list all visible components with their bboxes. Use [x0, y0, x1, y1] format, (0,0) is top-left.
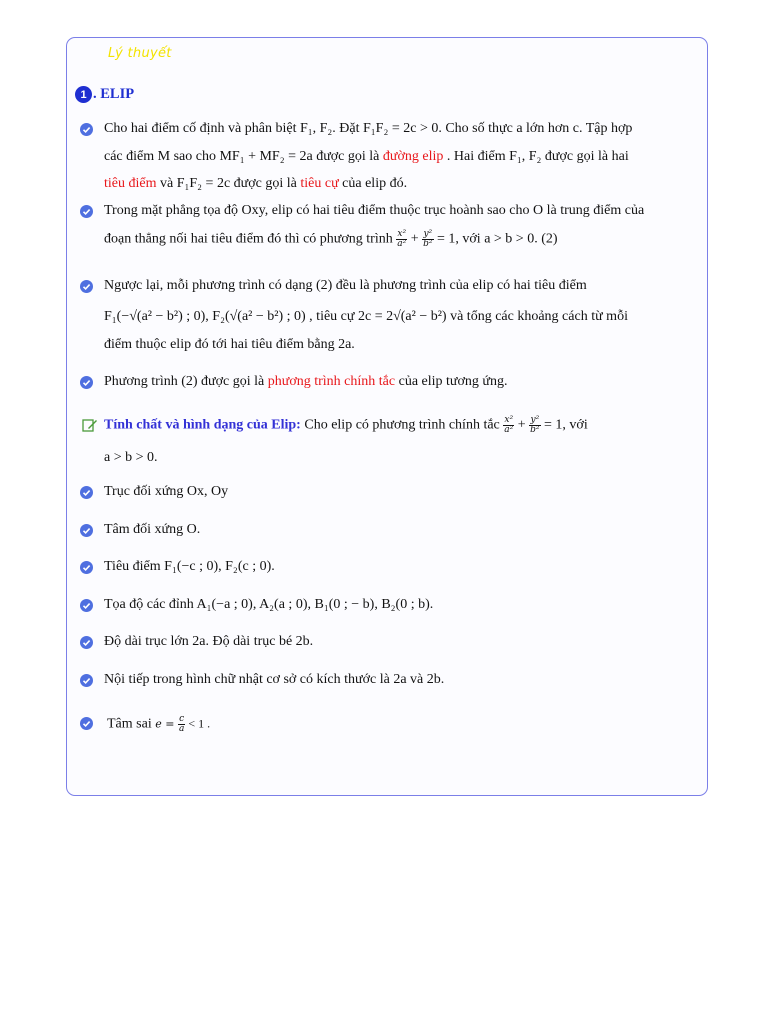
props-line2: a > b > 0. [104, 450, 158, 465]
p3-line1: Ngược lại, mỗi phương trình có dạng (2) đều là phương trình của elip có hai tiêu điểm [104, 278, 587, 293]
check-circle-icon [80, 636, 93, 649]
p3-line2: F₁(−√(a² − b²) ; 0), F₂(√(a² − b²) ; 0) , tiêu cự 2c = 2√(a² − b²) và tổng các khoảng cách từ mỗi [104, 309, 628, 324]
term-phuong-trinh-chinh-tac: phương trình chính tắc [267, 374, 396, 389]
check-circle-icon [80, 486, 93, 499]
term-duong-elip: đường elip [382, 149, 444, 164]
check-circle-icon [80, 717, 93, 730]
fraction-c-a: $\frac{c}{a}$ [178, 714, 185, 734]
fraction-y2-b2: $\frac{\text{y²}}{\text{b²}}$ [530, 415, 540, 435]
p1-line3: tiêu điểm và F₁F₂ = 2c được gọi là tiêu cự của elip đó. [104, 176, 408, 191]
fraction-x2-a2: $\frac{\text{x²}}{\text{a²}}$ [504, 415, 514, 435]
list-item: Độ dài trục lớn 2a. Độ dài trục bé 2b. [104, 634, 314, 649]
eccentricity-line: Tâm sai e = $\frac{c}{a}$ < 1 . [107, 714, 211, 734]
p1-line1: Cho hai điểm cố định và phân biệt F₁, F₂. Đặt F₁F₂ = 2c > 0. Cho số thực a lớn hơn c. Tập hợp [104, 121, 633, 136]
check-circle-icon [80, 674, 93, 687]
check-circle-icon [80, 205, 93, 218]
list-item: Nội tiếp trong hình chữ nhật cơ sở có kích thước là 2a và 2b. [104, 672, 445, 687]
check-circle-icon [80, 524, 93, 537]
term-tieu-cu: tiêu cự [300, 176, 339, 191]
props-title: Tính chất và hình dạng của Elip: [104, 417, 301, 433]
check-circle-icon [80, 561, 93, 574]
theory-tag: Lý thuyết [108, 46, 172, 61]
p3-line3: điểm thuộc elip đó tới hai tiêu điểm bằng 2a. [104, 337, 355, 352]
pencil-edit-icon [82, 418, 98, 433]
p1-line2: các điểm M sao cho MF₁ + MF₂ = 2a được gọi là đường elip . Hai điểm F₁, F₂ được gọi là hai [104, 149, 629, 164]
fraction-y2-b2: $\frac{\text{y²}}{\text{b²}}$ [423, 229, 433, 249]
p4-line: Phương trình (2) được gọi là phương trình chính tắc của elip tương ứng. [104, 374, 508, 389]
term-tieu-diem: tiêu điểm [104, 176, 157, 191]
check-circle-icon [80, 280, 93, 293]
fraction-x2-a2: $\frac{\text{x²}}{\text{a²}}$ [397, 229, 407, 249]
list-item: Tọa độ các đỉnh A₁(−a ; 0), A₂(a ; 0), B₁(0 ; − b), B₂(0 ; b). [104, 597, 434, 612]
p2-line1: Trong mặt phẳng tọa độ Oxy, elip có hai tiêu điểm thuộc trục hoành sao cho O là trung điểm của [104, 203, 645, 218]
props-line1: Tính chất và hình dạng của Elip: Cho elip có phương trình chính tắc $\frac{\text{x²}}{\text{a²}}$ + $\frac{\text{y²}}{\text{b²}}$ = 1, với [104, 415, 588, 435]
list-item: Tâm đối xứng O. [104, 522, 201, 537]
list-item: Tiêu điểm F₁(−c ; 0), F₂(c ; 0). [104, 559, 275, 574]
list-item: Trục đối xứng Ox, Oy [104, 484, 229, 499]
check-circle-icon [80, 123, 93, 136]
section-title: . ELIP [93, 86, 135, 102]
section-heading [75, 86, 134, 103]
p2-line2: đoạn thẳng nối hai tiêu điểm đó thì có phương trình $\frac{\text{x²}}{\text{a²}}$ + $\frac{\text{y²}}{\text{b²}}$ = 1, với a > b > 0. (2) [104, 229, 558, 249]
check-circle-icon [80, 599, 93, 612]
check-circle-icon [80, 376, 93, 389]
section-number-badge: 1 [75, 86, 92, 103]
